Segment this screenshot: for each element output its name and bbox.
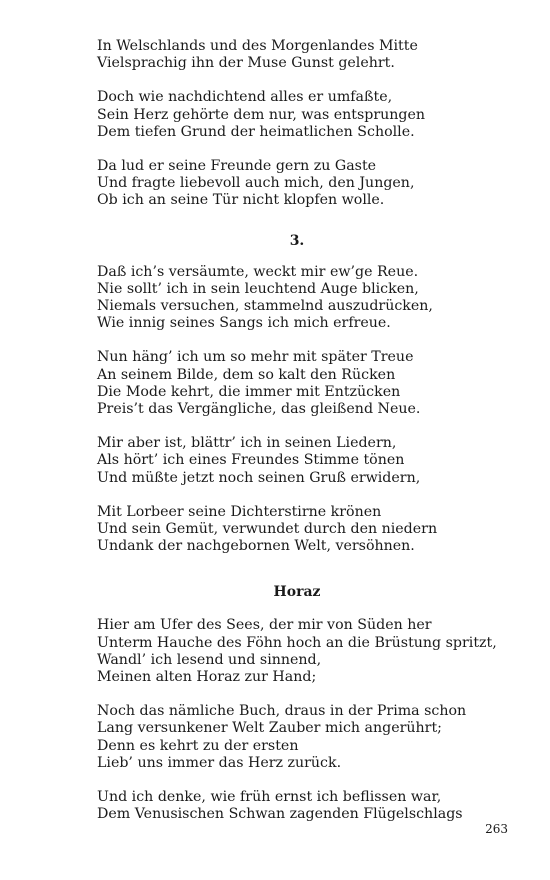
poem-title-horaz: Horaz: [273, 584, 321, 601]
stanza: [97, 789, 497, 823]
verse-line: Lieb’ uns immer das Herz zurück.: [97, 754, 342, 771]
verse-line: Unterm Hauche des Föhn hoch an die Brüstung spritzt,: [97, 634, 497, 651]
poem-section-1: [97, 38, 497, 210]
verse-line: Und fragte liebevoll auch mich, den Jungen,: [97, 175, 415, 192]
stanza: [97, 435, 497, 487]
verse-line: Nie sollt’ ich in sein leuchtend Auge blicken,: [97, 280, 419, 297]
stanza: [97, 504, 497, 556]
verse-line: Wie innig seines Sangs ich mich erfreue.: [97, 315, 391, 332]
poem-section-2: [97, 264, 497, 556]
verse-line: Ob ich an seine Tür nicht klopfen wolle.: [97, 192, 385, 209]
page-number: 263: [485, 822, 508, 836]
verse-line: Dem Venusischen Schwan zagenden Flügelschlags: [97, 806, 463, 823]
verse-line: Und müßte jetzt noch seinen Gruß erwidern,: [97, 469, 421, 486]
stanza: [97, 349, 497, 418]
verse-line: Doch wie nachdichtend alles er umfaßte,: [97, 89, 393, 106]
stanza: [97, 158, 497, 210]
verse-line: Mit Lorbeer seine Dichterstirne krönen: [97, 503, 382, 520]
verse-line: Noch das nämliche Buch, draus in der Prima schon: [97, 703, 467, 720]
verse-line: Hier am Ufer des Sees, der mir von Süden her: [97, 617, 432, 634]
verse-line: Und sein Gemüt, verwundet durch den niedern: [97, 521, 438, 538]
section-heading-3: 3.: [289, 232, 305, 249]
verse-line: Undank der nachgebornen Welt, versöhnen.: [97, 538, 415, 555]
verse-line: Als hört’ ich eines Freundes Stimme tönen: [97, 452, 405, 469]
verse-line: Daß ich’s versäumte, weckt mir ew’ge Reue.: [97, 263, 419, 280]
poem-section-3: [97, 617, 497, 823]
verse-line: Meinen alten Horaz zur Hand;: [97, 669, 317, 686]
verse-line: Dem tiefen Grund der heimatlichen Scholle.: [97, 123, 415, 140]
poem-page: [97, 38, 497, 824]
stanza: [97, 89, 497, 141]
verse-line: Sein Herz gehörte dem nur, was entsprungen: [97, 106, 426, 123]
verse-line: Vielsprachig ihn der Muse Gunst gelehrt.: [97, 55, 395, 72]
verse-line: Mir aber ist, blättr’ ich in seinen Liedern,: [97, 435, 397, 452]
verse-line: Niemals versuchen, stammelnd auszudrücken,: [97, 298, 433, 315]
stanza: [97, 617, 497, 686]
verse-line: Denn es kehrt zu der ersten: [97, 737, 299, 754]
verse-line: Preis’t das Vergängliche, das gleißend Neue.: [97, 401, 421, 418]
stanza: [97, 264, 497, 333]
verse-line: Nun häng’ ich um so mehr mit später Treue: [97, 349, 414, 366]
verse-line: Da lud er seine Freunde gern zu Gaste: [97, 158, 377, 175]
verse-line: Lang versunkener Welt Zauber mich angerührt;: [97, 720, 442, 737]
verse-line: Die Mode kehrt, die immer mit Entzücken: [97, 383, 401, 400]
verse-line: An seinem Bilde, dem so kalt den Rücken: [97, 366, 396, 383]
verse-line: Und ich denke, wie früh ernst ich beflissen war,: [97, 789, 442, 806]
stanza: [97, 38, 497, 72]
stanza: [97, 703, 497, 772]
verse-line: Wandl’ ich lesend und sinnend,: [97, 651, 322, 668]
verse-line: In Welschlands und des Morgenlandes Mitte: [97, 38, 418, 54]
